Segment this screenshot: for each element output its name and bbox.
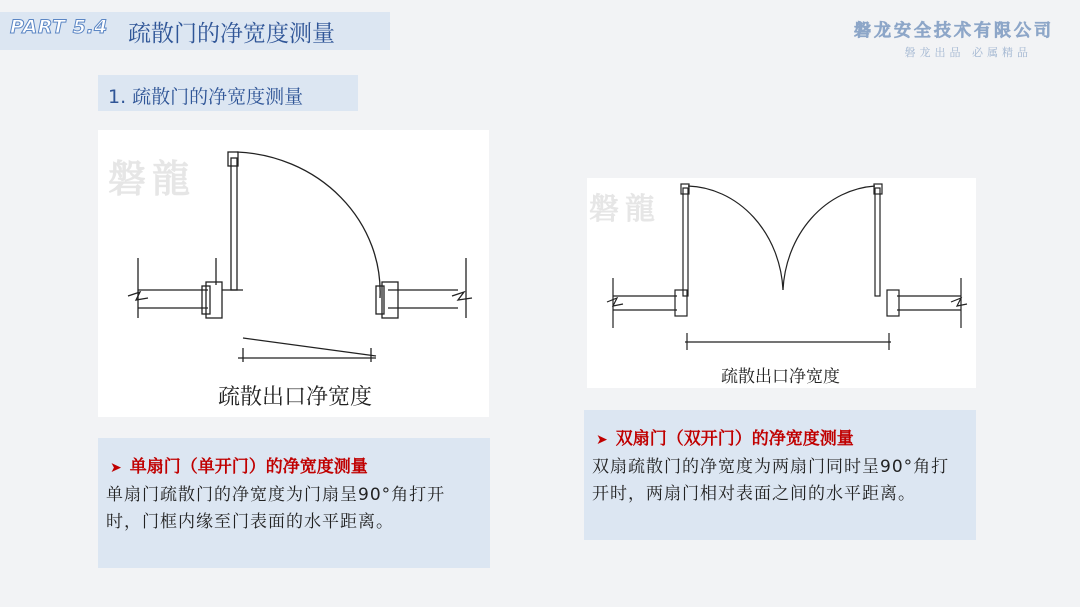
- single-door-description: [98, 438, 490, 568]
- watermark-logo: 磐龍: [108, 157, 197, 201]
- double-door-heading: [596, 424, 854, 449]
- single-door-figure: [98, 130, 489, 417]
- double-door-description: [584, 410, 976, 540]
- part-label: PART 5.4: [10, 16, 108, 38]
- single-figure-caption: 疏散出口净宽度: [218, 385, 373, 410]
- double-door-heading-text: 双扇门（双开门）的净宽度测量: [615, 429, 854, 449]
- double-door-figure: [587, 178, 976, 388]
- watermark-logo: 磐龍: [589, 192, 661, 227]
- arrow-bullet-icon: ➤: [110, 460, 122, 476]
- company-name: 磐龙安全技术有限公司: [854, 21, 1054, 41]
- company-slogan: 磐龙出品 必属精品: [904, 46, 1032, 59]
- page-title: 疏散门的净宽度测量: [128, 21, 335, 47]
- section-title: 1. 疏散门的净宽度测量: [108, 86, 304, 108]
- arrow-bullet-icon: ➤: [596, 432, 608, 448]
- double-door-body: 双扇疏散门的净宽度为两扇门同时呈90°角打开时，两扇门相对表面之间的水平距离。: [592, 457, 950, 504]
- single-door-heading: [110, 452, 368, 477]
- double-figure-caption: 疏散出口净宽度: [721, 367, 840, 387]
- single-door-body: 单扇门疏散门的净宽度为门扇呈90°角打开时，门框内缘至门表面的水平距离。: [106, 485, 446, 532]
- double-door-drawing: [587, 178, 976, 388]
- single-door-heading-text: 单扇门（单开门）的净宽度测量: [129, 457, 368, 477]
- single-door-drawing: [98, 130, 489, 417]
